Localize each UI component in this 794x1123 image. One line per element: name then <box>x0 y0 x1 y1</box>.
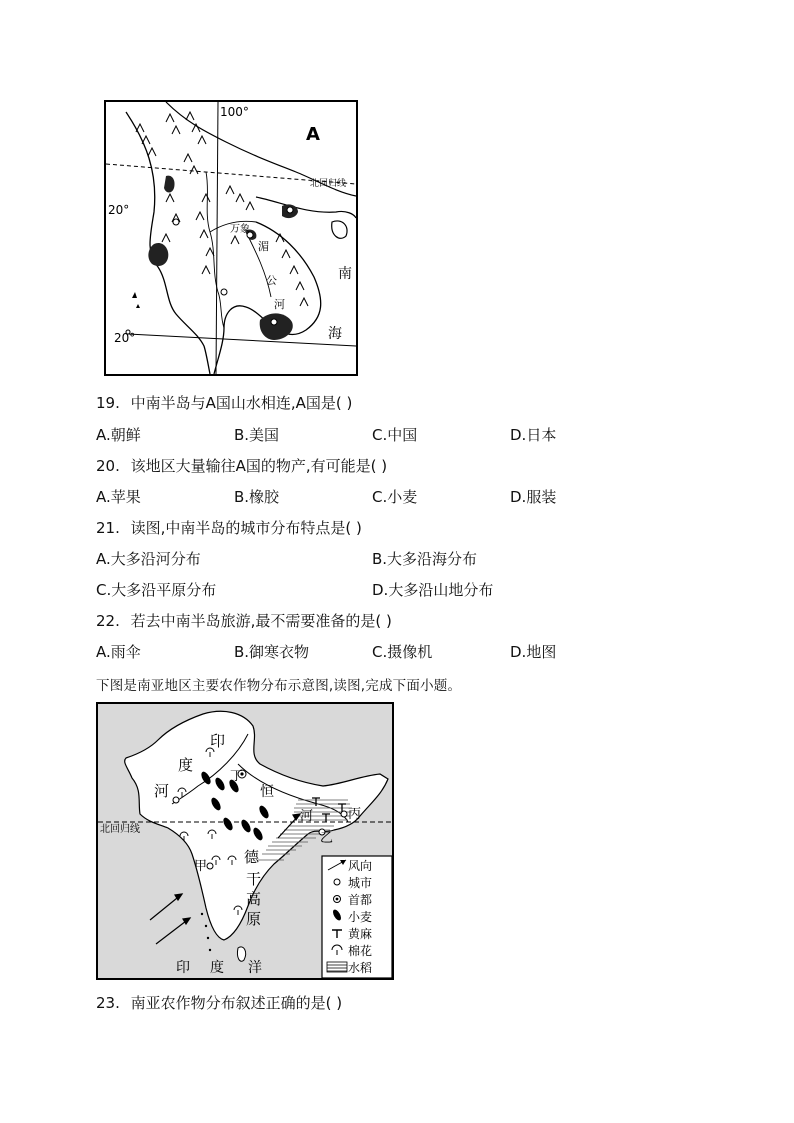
sea-char-2: 海 <box>328 326 342 342</box>
question-19 <box>96 392 352 413</box>
meridian-100 <box>216 102 218 374</box>
legend-city-icon <box>334 879 340 885</box>
question-number: 19. <box>96 394 120 412</box>
question-number: 22. <box>96 612 120 630</box>
option-19-b[interactable]: B.美国 <box>234 426 280 444</box>
option-20-d[interactable]: D.服装 <box>510 488 557 506</box>
option-22-b[interactable]: B.御寒衣物 <box>234 643 310 661</box>
legend-wind: 风向 <box>348 859 373 873</box>
question-number: 20. <box>96 457 120 475</box>
legend-cotton: 棉花 <box>348 944 373 958</box>
river-char-3: 河 <box>274 298 285 311</box>
option-19-d[interactable]: D.日本 <box>510 426 557 444</box>
option-20-b[interactable]: B.橡胶 <box>234 488 280 506</box>
city-marker <box>173 219 179 225</box>
city-marker <box>271 319 277 325</box>
legend-rice-icon <box>327 962 347 972</box>
question-number: 23. <box>96 994 120 1012</box>
legend-wheat: 小麦 <box>348 910 373 924</box>
option-19-c[interactable]: C.中国 <box>372 426 418 444</box>
ocean-char-1: 印 <box>176 960 190 976</box>
question-number: 21. <box>96 519 120 537</box>
option-19-a[interactable]: A.朝鲜 <box>96 426 141 444</box>
tropic-label: 北回归线 <box>310 179 347 189</box>
legend <box>322 856 392 978</box>
label-yuan: 原 <box>246 910 262 928</box>
label-gan: 干 <box>246 870 262 888</box>
legend-rice: 水稻 <box>348 961 373 975</box>
south-asia-map-svg <box>98 704 392 978</box>
question-22 <box>96 610 392 631</box>
option-22-d[interactable]: D.地图 <box>510 643 557 661</box>
city-marker <box>287 207 293 213</box>
label-jia: 甲 <box>194 859 208 874</box>
latitude-line <box>128 334 356 346</box>
option-21-d[interactable]: D.大多沿山地分布 <box>372 581 494 599</box>
tropic-label: 北回归线 <box>100 824 140 835</box>
country-label-a: A <box>306 124 320 145</box>
question-text: 读图,中南半岛的城市分布特点是( ) <box>130 519 362 537</box>
question-21 <box>96 517 362 538</box>
question-20 <box>96 455 387 476</box>
irrawaddy-delta <box>148 243 168 266</box>
option-21-c[interactable]: C.大多沿平原分布 <box>96 581 217 599</box>
label-du: 度 <box>178 756 194 774</box>
ocean-char-3: 洋 <box>248 960 262 976</box>
city-marker <box>173 797 179 803</box>
option-21-b[interactable]: B.大多沿海分布 <box>372 550 478 568</box>
indochina-map-svg <box>106 102 356 374</box>
label-de: 德 <box>244 848 260 866</box>
indochina-map <box>104 100 358 376</box>
mekong-delta <box>260 313 293 340</box>
label-heng: 恒 <box>260 784 274 800</box>
legend-capital: 首都 <box>348 893 373 907</box>
section-intro: 下图是南亚地区主要农作物分布示意图,读图,完成下面小题。 <box>96 678 462 694</box>
sri-lanka <box>237 947 245 961</box>
south-asia-map <box>96 702 394 980</box>
legend-jute: 黄麻 <box>348 927 373 941</box>
question-23 <box>96 992 342 1013</box>
label-he: 河 <box>154 782 170 800</box>
longitude-label: 100° <box>220 105 249 119</box>
label-yi: 乙 <box>320 831 334 846</box>
question-text: 该地区大量输往A国的物产,有可能是( ) <box>130 457 388 475</box>
label-ding: 丁 <box>230 769 244 784</box>
label-bing: 丙 <box>348 807 362 822</box>
island <box>332 221 347 238</box>
question-text: 南亚农作物分布叙述正确的是( ) <box>130 994 343 1012</box>
option-20-c[interactable]: C.小麦 <box>372 488 418 506</box>
small-islands <box>132 292 140 308</box>
city-marker <box>221 289 227 295</box>
question-text: 若去中南半岛旅游,最不需要准备的是( ) <box>130 612 392 630</box>
city-label-vientiane: 万象 <box>230 224 250 235</box>
question-text: 中南半岛与A国山水相连,A国是( ) <box>130 394 353 412</box>
city-marker <box>207 863 213 869</box>
latitude-label-left: 20° <box>108 203 130 217</box>
latitude-label-bottom: 20° <box>114 331 136 345</box>
label-gao: 高 <box>246 890 262 908</box>
label-yin: 印 <box>210 732 226 750</box>
coastline-north <box>256 197 356 218</box>
sea-char-1: 南 <box>338 266 352 282</box>
option-22-a[interactable]: A.雨伞 <box>96 643 141 661</box>
plain-patch <box>164 176 175 193</box>
option-20-a[interactable]: A.苹果 <box>96 488 141 506</box>
label-heng-he: 河 <box>300 809 314 824</box>
river-char-2: 公 <box>266 274 277 287</box>
option-22-c[interactable]: C.摄像机 <box>372 643 433 661</box>
river-char-1: 湄 <box>258 240 269 253</box>
legend-city: 城市 <box>348 876 373 890</box>
ocean-char-2: 度 <box>210 960 224 976</box>
city-marker <box>341 811 347 817</box>
option-21-a[interactable]: A.大多沿河分布 <box>96 550 201 568</box>
